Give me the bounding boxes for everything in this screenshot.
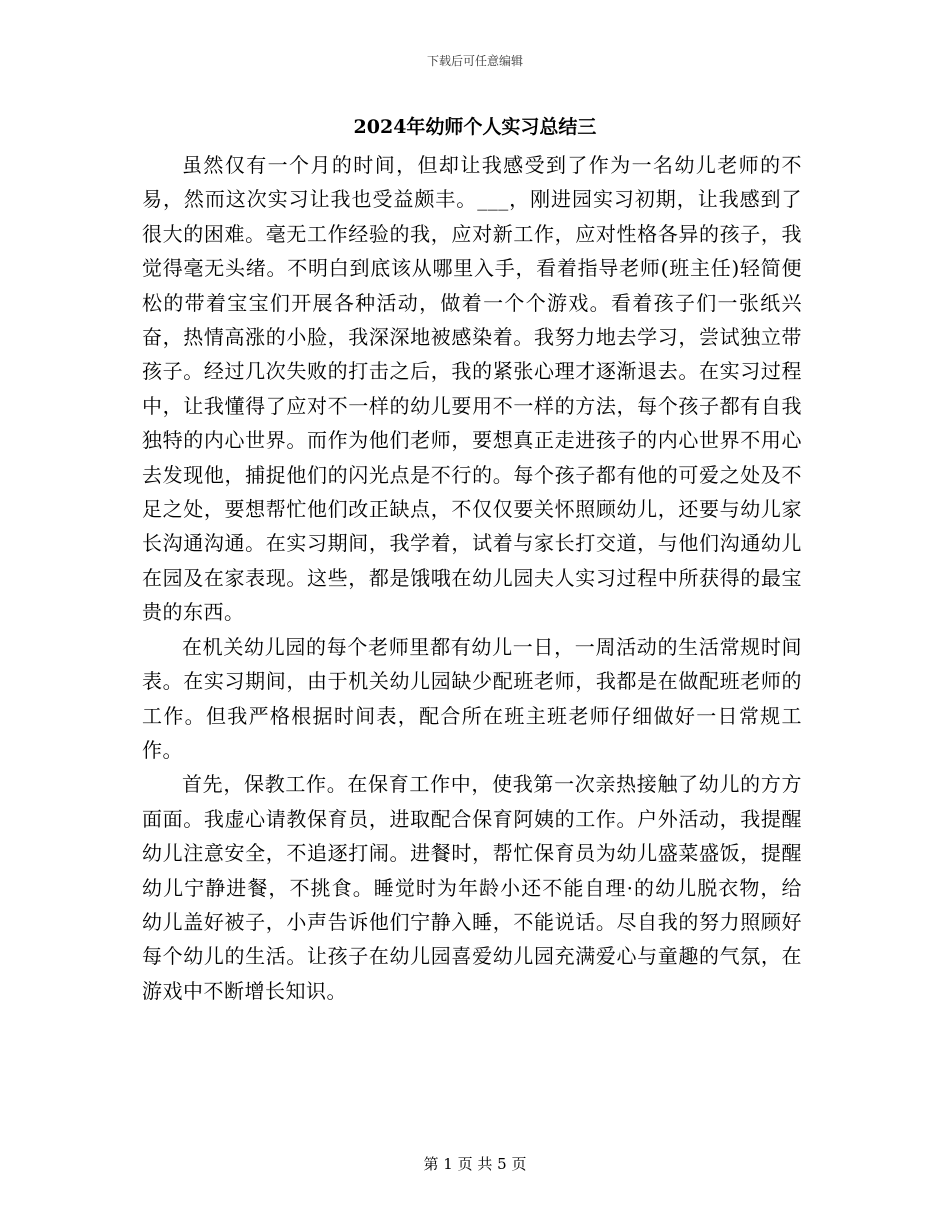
header-note: 下载后可任意编辑 [426, 54, 523, 68]
paragraph-2: 在机关幼儿园的每个老师里都有幼儿一日，一周活动的生活常规时间表。在实习期间，由于机关幼儿园缺少配班老师，我都是在做配班老师的工作。但我严格根据时间表，配合所在班主班老师仔细做好一日常规工作。 [142, 634, 802, 762]
paragraph-3: 首先，保教工作。在保育工作中，使我第一次亲热接触了幼儿的方方面面。我虚心请教保育员，进取配合保育阿姨的工作。户外活动，我提醒幼儿注意安全，不追逐打闹。进餐时，帮忙保育员为幼儿盛菜盛饭，提醒幼儿宁静进餐，不挑食。睡觉时为年龄小还不能自理·的幼儿脱衣物，给幼儿盖好被子，小声告诉他们宁静入睡，不能说话。尽自我的努力照顾好每个幼儿的生活。让孩子在幼儿园喜爱幼儿园充满爱心与童趣的气氛，在游戏中不断增长知识。 [142, 772, 802, 1003]
paragraph-1: 虽然仅有一个月的时间，但却让我感受到了作为一名幼儿老师的不易，然而这次实习让我也受益颇丰。___，刚进园实习初期，让我感到了很大的困难。毫无工作经验的我，应对新工作，应对性格各异的孩子，我觉得毫无头绪。不明白到底该从哪里入手，看着指导老师(班主任)轻简便松的带着宝宝们开展各种活动，做着一个个游戏。看着孩子们一张纸兴奋，热情高涨的小脸，我深深地被感染着。我努力地去学习，尝试独立带孩子。经过几次失败的打击之后，我的紧张心理才逐渐退去。在实习过程中，让我懂得了应对不一样的幼儿要用不一样的方法，每个孩子都有自我独特的内心世界。而作为他们老师，要想真正走进孩子的内心世界不用心去发现他，捕捉他们的闪光点是不行的。每个孩子都有他的可爱之处及不足之处，要想帮忙他们改正缺点，不仅仅要关怀照顾幼儿，还要与幼儿家长沟通沟通。在实习期间，我学着，试着与家长打交道，与他们沟通幼儿在园及在家表现。这些，都是饿哦在幼儿园夫人实习过程中所获得的最宝贵的东西。 [142, 153, 802, 625]
page-number-footer: 第 1 页 共 5 页 [423, 1155, 527, 1173]
document-title: 2024年幼师个人实习总结三 [353, 116, 597, 138]
document-body [142, 148, 802, 1008]
